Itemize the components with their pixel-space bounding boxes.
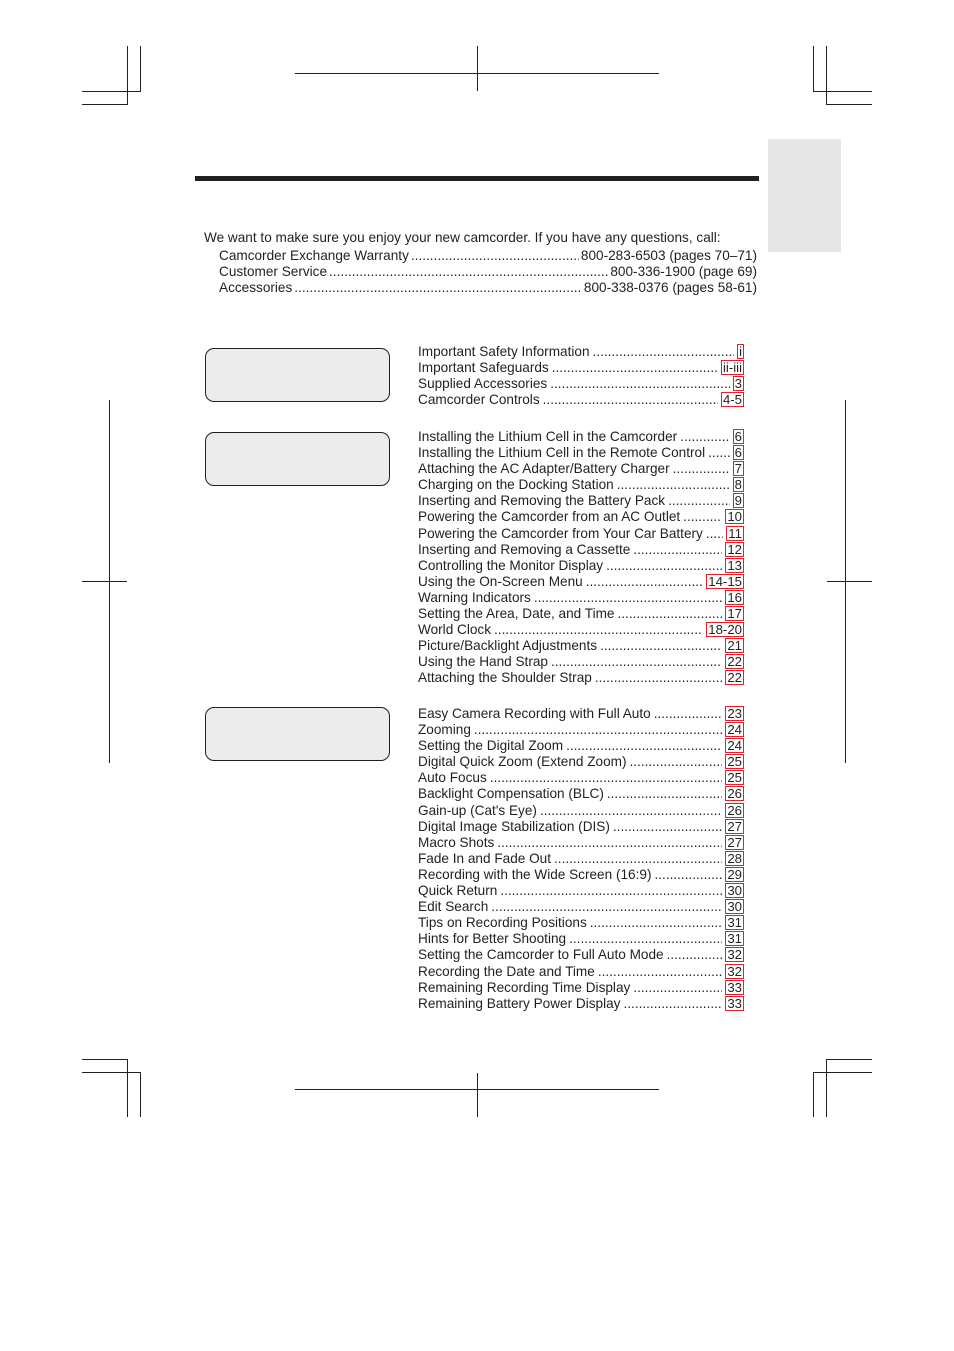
toc-page-link[interactable]: ii-iii: [722, 360, 742, 376]
toc-page-link[interactable]: 12: [727, 541, 742, 557]
leader-dots: [543, 392, 718, 408]
section-label-box: [205, 348, 390, 402]
toc-entry[interactable]: [418, 526, 744, 542]
toc-page-link[interactable]: 22: [727, 654, 742, 670]
leader-dots: [497, 835, 722, 851]
toc-entry[interactable]: [418, 964, 744, 980]
toc-entry[interactable]: [418, 542, 744, 558]
toc-entry-title: Digital Image Stabilization (DIS): [418, 818, 610, 834]
toc-page-link[interactable]: 13: [727, 557, 742, 573]
toc-entry[interactable]: [418, 654, 744, 670]
leader-dots: [552, 360, 718, 376]
toc-entry-title: Auto Focus: [418, 770, 487, 786]
toc-page-link[interactable]: 6: [734, 445, 742, 461]
toc-entry-title: Attaching the AC Adapter/Battery Charger: [418, 461, 670, 477]
toc-entry[interactable]: [418, 980, 744, 996]
toc-entry[interactable]: [418, 493, 744, 509]
leader-dots: [294, 280, 582, 296]
toc-page-link[interactable]: 31: [727, 915, 742, 931]
toc-page-link[interactable]: 3: [734, 376, 742, 392]
toc-page-link[interactable]: 26: [727, 786, 742, 802]
toc-page-link[interactable]: 29: [727, 866, 742, 882]
toc-page-link[interactable]: 30: [727, 883, 742, 899]
toc-entry-title: Setting the Area, Date, and Time: [418, 606, 615, 622]
toc-page-link[interactable]: 10: [727, 509, 742, 525]
leader-dots: [550, 376, 729, 392]
toc-entry[interactable]: [418, 622, 744, 638]
toc-entry[interactable]: [418, 867, 744, 883]
toc-entry[interactable]: [418, 947, 744, 963]
toc-page-link[interactable]: 33: [727, 979, 742, 995]
toc-entry[interactable]: [418, 754, 744, 770]
toc-entry[interactable]: [418, 558, 744, 574]
contact-row: [219, 280, 757, 296]
toc-page-link[interactable]: 25: [727, 754, 742, 770]
toc-page-link[interactable]: i: [739, 344, 742, 359]
toc-page-link[interactable]: 6: [734, 429, 742, 444]
leader-dots: [683, 509, 722, 525]
leader-dots: [617, 477, 730, 493]
leader-dots: [606, 558, 722, 574]
toc-entry[interactable]: [418, 883, 744, 899]
leader-dots: [586, 574, 704, 590]
toc-entry[interactable]: [418, 670, 744, 686]
toc-entry-title: Installing the Lithium Cell in the Camcorder: [418, 429, 678, 444]
toc-entry-title: Macro Shots: [418, 834, 495, 850]
contact-value: 800-338-0376 (pages 58-61): [583, 280, 757, 295]
toc-entry[interactable]: [418, 461, 744, 477]
toc-entry[interactable]: [418, 835, 744, 851]
toc-page-link[interactable]: 28: [727, 850, 742, 866]
toc-entry-title: Controlling the Monitor Display: [418, 557, 604, 573]
toc-entry-title: Supplied Accessories: [418, 376, 548, 392]
leader-dots: [680, 429, 729, 445]
toc-entry[interactable]: [418, 722, 744, 738]
leader-dots: [598, 964, 723, 980]
leader-dots: [593, 344, 735, 360]
toc-entry[interactable]: [418, 899, 744, 915]
leader-dots: [474, 722, 722, 738]
toc-entry-title: Fade In and Fade Out: [418, 850, 552, 866]
toc-entry[interactable]: [418, 376, 744, 392]
section-label-box: [205, 432, 390, 486]
toc-entry[interactable]: [418, 429, 744, 445]
toc-entry-title: Inserting and Removing the Battery Pack: [418, 493, 666, 509]
toc-entry-title: Camcorder Controls: [418, 392, 540, 408]
toc-page-link[interactable]: 32: [727, 963, 742, 979]
leader-dots: [654, 867, 722, 883]
toc-entry-title: Hints for Better Shooting: [418, 931, 567, 947]
contact-label: Accessories: [219, 280, 293, 295]
toc-entry-title: Charging on the Docking Station: [418, 477, 614, 493]
toc-entry[interactable]: [418, 803, 744, 819]
toc-entry[interactable]: [418, 574, 744, 590]
toc-page-link[interactable]: 4-5: [722, 392, 742, 408]
leader-dots: [633, 542, 722, 558]
toc-entry[interactable]: [418, 706, 744, 722]
leader-dots: [617, 606, 722, 622]
toc-entry-title: Setting the Digital Zoom: [418, 738, 564, 754]
contact-value: 800-283-6503 (pages 70–71): [580, 248, 757, 263]
toc-page-link[interactable]: 27: [727, 834, 742, 850]
toc-entry-title: Quick Return: [418, 883, 498, 899]
leader-dots: [708, 445, 730, 461]
toc-entry[interactable]: [418, 392, 744, 408]
toc-entry[interactable]: [418, 590, 744, 606]
toc-page-link[interactable]: 16: [727, 589, 742, 605]
toc-entry-title: Important Safety Information: [418, 344, 590, 359]
toc-entry-title: Installing the Lithium Cell in the Remote Control: [418, 445, 706, 461]
toc-entry-title: Recording the Date and Time: [418, 963, 595, 979]
toc-page-link[interactable]: 25: [727, 770, 742, 786]
leader-dots: [590, 915, 723, 931]
toc-page-link[interactable]: 11: [728, 525, 742, 541]
leader-dots: [595, 670, 723, 686]
toc-entry-title: Setting the Camcorder to Full Auto Mode: [418, 947, 664, 963]
toc-page-link[interactable]: 18-20: [708, 622, 742, 638]
toc-entry[interactable]: [418, 509, 744, 525]
toc-entry[interactable]: [418, 851, 744, 867]
toc-page-link[interactable]: 22: [727, 670, 742, 686]
toc-entry-title: Recording with the Wide Screen (16:9): [418, 866, 652, 882]
leader-dots: [613, 819, 722, 835]
leader-dots: [630, 754, 723, 770]
toc-group-3: [418, 706, 744, 1012]
intro-text: We want to make sure you enjoy your new camcorder. If you have any questions, call:: [204, 230, 721, 245]
toc-entry-title: Edit Search: [418, 899, 489, 915]
toc-entry-title: Using the On-Screen Menu: [418, 573, 583, 589]
toc-entry[interactable]: [418, 606, 744, 622]
header-rule: [195, 176, 759, 181]
leader-dots: [566, 738, 722, 754]
toc-group-2: [418, 429, 744, 687]
leader-dots: [569, 931, 722, 947]
toc-entry-title: Digital Quick Zoom (Extend Zoom): [418, 754, 627, 770]
toc-entry-title: Easy Camera Recording with Full Auto: [418, 706, 651, 721]
section-label-box: [205, 707, 390, 761]
toc-entry[interactable]: [418, 344, 744, 360]
leader-dots: [411, 248, 579, 264]
leader-dots: [654, 706, 723, 722]
toc-entry[interactable]: [418, 931, 744, 947]
leader-dots: [329, 264, 608, 280]
toc-entry[interactable]: [418, 638, 744, 654]
toc-page-link[interactable]: 33: [727, 995, 742, 1011]
leader-dots: [490, 770, 723, 786]
toc-page-link[interactable]: 14-15: [708, 573, 742, 589]
toc-entry-title: Important Safeguards: [418, 360, 549, 376]
toc-entry-title: Tips on Recording Positions: [418, 915, 587, 931]
toc-entry-title: Powering the Camcorder from an AC Outlet: [418, 509, 681, 525]
leader-dots: [600, 638, 722, 654]
toc-page-link[interactable]: 9: [734, 493, 742, 509]
contact-label: Customer Service: [219, 264, 328, 279]
contact-row: [219, 264, 757, 280]
toc-page-link[interactable]: 24: [727, 722, 742, 738]
toc-page-link[interactable]: 7: [734, 461, 742, 477]
toc-page-link[interactable]: 24: [727, 738, 742, 754]
leader-dots: [623, 996, 722, 1012]
toc-entry[interactable]: [418, 445, 744, 461]
toc-entry-title: Gain-up (Cat's Eye): [418, 802, 537, 818]
toc-entry[interactable]: [418, 915, 744, 931]
leader-dots: [633, 980, 722, 996]
leader-dots: [668, 493, 730, 509]
toc-page-link[interactable]: 23: [727, 706, 742, 721]
toc-page-link[interactable]: 21: [727, 638, 742, 654]
leader-dots: [534, 590, 723, 606]
leader-dots: [706, 526, 723, 542]
leader-dots: [540, 803, 722, 819]
leader-dots: [673, 461, 730, 477]
toc-entry[interactable]: [418, 477, 744, 493]
toc-entry-title: Picture/Backlight Adjustments: [418, 638, 598, 654]
toc-entry-title: World Clock: [418, 622, 492, 638]
toc-page-link[interactable]: 17: [727, 606, 742, 622]
contact-label: Camcorder Exchange Warranty: [219, 248, 409, 263]
toc-entry-title: Zooming: [418, 722, 471, 738]
toc-entry-title: Inserting and Removing a Cassette: [418, 541, 631, 557]
leader-dots: [500, 883, 722, 899]
toc-entry[interactable]: [418, 738, 744, 754]
toc-page-link[interactable]: 30: [727, 899, 742, 915]
toc-entry-title: Warning Indicators: [418, 589, 531, 605]
toc-entry[interactable]: [418, 786, 744, 802]
chapter-tab: [768, 139, 841, 252]
contact-row: [219, 248, 757, 264]
contact-value: 800-336-1900 (page 69): [610, 264, 757, 279]
leader-dots: [667, 947, 723, 963]
toc-entry-title: Attaching the Shoulder Strap: [418, 670, 592, 686]
toc-page-link[interactable]: 32: [727, 947, 742, 963]
leader-dots: [491, 899, 722, 915]
toc-page-link[interactable]: 26: [727, 802, 742, 818]
toc-entry-title: Remaining Recording Time Display: [418, 979, 631, 995]
toc-entry[interactable]: [418, 819, 744, 835]
toc-entry-title: Powering the Camcorder from Your Car Battery: [418, 525, 703, 541]
leader-dots: [551, 654, 722, 670]
toc-page-link[interactable]: 27: [727, 818, 742, 834]
toc-entry-title: Remaining Battery Power Display: [418, 995, 621, 1011]
toc-page-link[interactable]: 8: [734, 477, 742, 493]
leader-dots: [494, 622, 703, 638]
toc-entry[interactable]: [418, 360, 744, 376]
toc-entry-title: Using the Hand Strap: [418, 654, 548, 670]
leader-dots: [554, 851, 722, 867]
toc-entry[interactable]: [418, 770, 744, 786]
toc-page-link[interactable]: 31: [727, 931, 742, 947]
toc-entry[interactable]: [418, 996, 744, 1012]
toc-group-1: [418, 344, 744, 408]
toc-entry-title: Backlight Compensation (BLC): [418, 786, 604, 802]
leader-dots: [607, 786, 722, 802]
